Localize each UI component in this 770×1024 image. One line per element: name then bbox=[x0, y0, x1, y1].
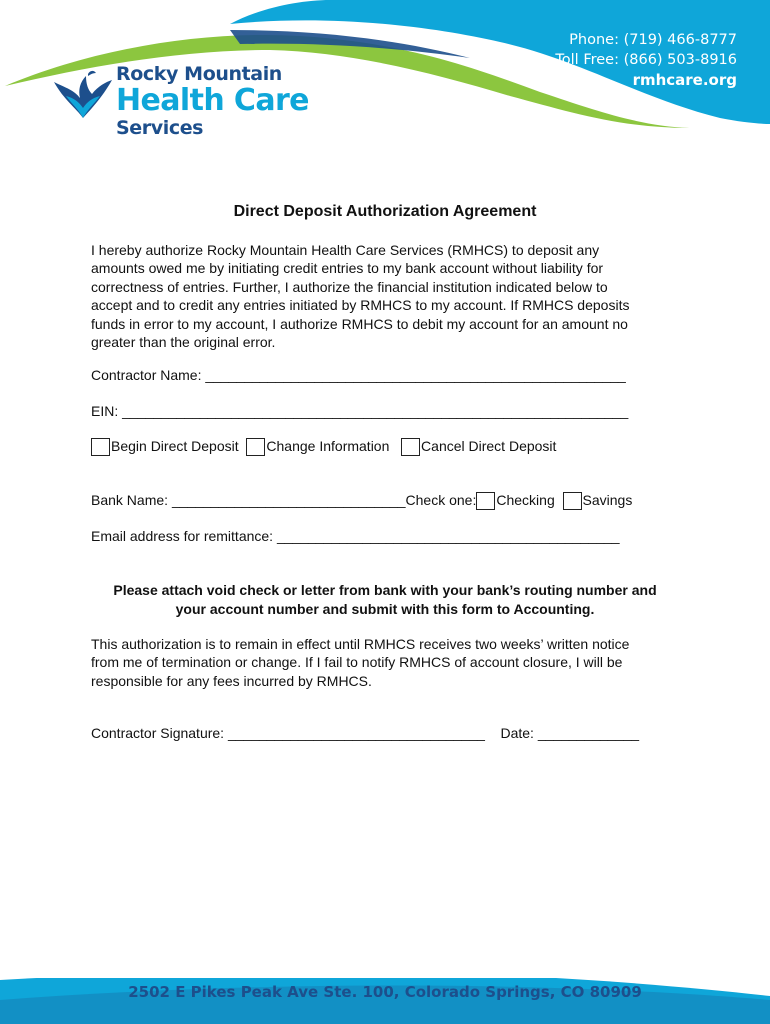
savings-checkbox[interactable] bbox=[563, 492, 582, 510]
intro-line: I hereby authorize Rocky Mountain Health Care Services (RMHCS) to deposit any bbox=[91, 242, 600, 258]
website-link[interactable]: rmhcare.org bbox=[632, 71, 737, 89]
email-label: Email address for remittance: bbox=[91, 528, 274, 544]
begin-deposit-checkbox[interactable] bbox=[91, 438, 110, 456]
email-row bbox=[91, 528, 620, 544]
brand-logo-text bbox=[116, 63, 309, 139]
logo-line-2: Health Care bbox=[116, 83, 309, 118]
footer-address: 2502 E Pikes Peak Ave Ste. 100, Colorado Springs, CO 80909 bbox=[128, 983, 642, 1001]
intro-line: funds in error to my account, I authorize RMHCS to debit my account for an amount no bbox=[91, 315, 628, 332]
notice-line: your account number and submit with this form to Accounting. bbox=[175, 600, 595, 617]
ein-row bbox=[91, 403, 628, 419]
authorization-line: from me of termination or change. If I fail to notify RMHCS of account closure, I will be bbox=[91, 654, 623, 671]
date-label: Date: bbox=[500, 725, 534, 741]
cancel-deposit-checkbox[interactable] bbox=[401, 438, 420, 456]
authorization-line: responsible for any fees incurred by RMHCS. bbox=[91, 672, 372, 689]
email-field[interactable]: ____________________________________________ bbox=[276, 528, 620, 544]
begin-deposit-label: Begin Direct Deposit bbox=[111, 438, 239, 454]
checking-label: Checking bbox=[496, 492, 555, 508]
bank-row bbox=[91, 492, 632, 510]
signature-field[interactable]: _________________________________ bbox=[227, 725, 485, 741]
intro-line: accept and to credit any entries initiated by RMHCS to my account. If RMHCS deposits bbox=[91, 297, 630, 314]
notice-line: Please attach void check or letter from bank with your bank’s routing number and bbox=[113, 582, 657, 598]
attachment-notice bbox=[80, 581, 690, 618]
deposit-options-row bbox=[91, 438, 556, 456]
savings-label: Savings bbox=[582, 492, 633, 508]
authorization-line: This authorization is to remain in effect until RMHCS receives two weeks’ written notice bbox=[91, 636, 630, 652]
toll-free-number: Toll Free: (866) 503-8916 bbox=[555, 52, 737, 68]
checking-checkbox[interactable] bbox=[476, 492, 495, 510]
authorization-paragraph bbox=[91, 635, 691, 690]
check-one-label: Check one: bbox=[405, 492, 477, 508]
cancel-deposit-label: Cancel Direct Deposit bbox=[421, 438, 557, 454]
intro-line: greater than the original error. bbox=[91, 334, 276, 351]
intro-line: correctness of entries. Further, I authorize the financial institution indicated below to bbox=[91, 278, 608, 295]
contact-info bbox=[555, 30, 737, 90]
eagle-logo-icon bbox=[52, 68, 114, 124]
logo-line-1: Rocky Mountain bbox=[116, 63, 282, 85]
ein-field[interactable]: _________________________________________________________________ bbox=[122, 403, 629, 419]
contractor-name-label: Contractor Name: bbox=[91, 367, 202, 383]
signature-row bbox=[91, 725, 639, 741]
logo-line-3: Services bbox=[116, 117, 204, 139]
signature-label: Contractor Signature: bbox=[91, 725, 225, 741]
phone-number: Phone: (719) 466-8777 bbox=[569, 32, 737, 48]
bank-name-field[interactable]: ______________________________ bbox=[171, 492, 406, 508]
contractor-name-row bbox=[91, 367, 626, 383]
page-title: Direct Deposit Authorization Agreement bbox=[233, 203, 537, 220]
intro-line: amounts owed me by initiating credit entries to my bank account without liability for bbox=[91, 260, 604, 277]
intro-paragraph bbox=[91, 241, 691, 351]
contractor-name-field[interactable]: ______________________________________________________ bbox=[205, 367, 626, 383]
ein-label: EIN: bbox=[91, 403, 119, 419]
date-field[interactable]: _____________ bbox=[537, 725, 640, 741]
change-info-label: Change Information bbox=[266, 438, 390, 454]
bank-name-label: Bank Name: bbox=[91, 492, 169, 508]
change-info-checkbox[interactable] bbox=[246, 438, 265, 456]
